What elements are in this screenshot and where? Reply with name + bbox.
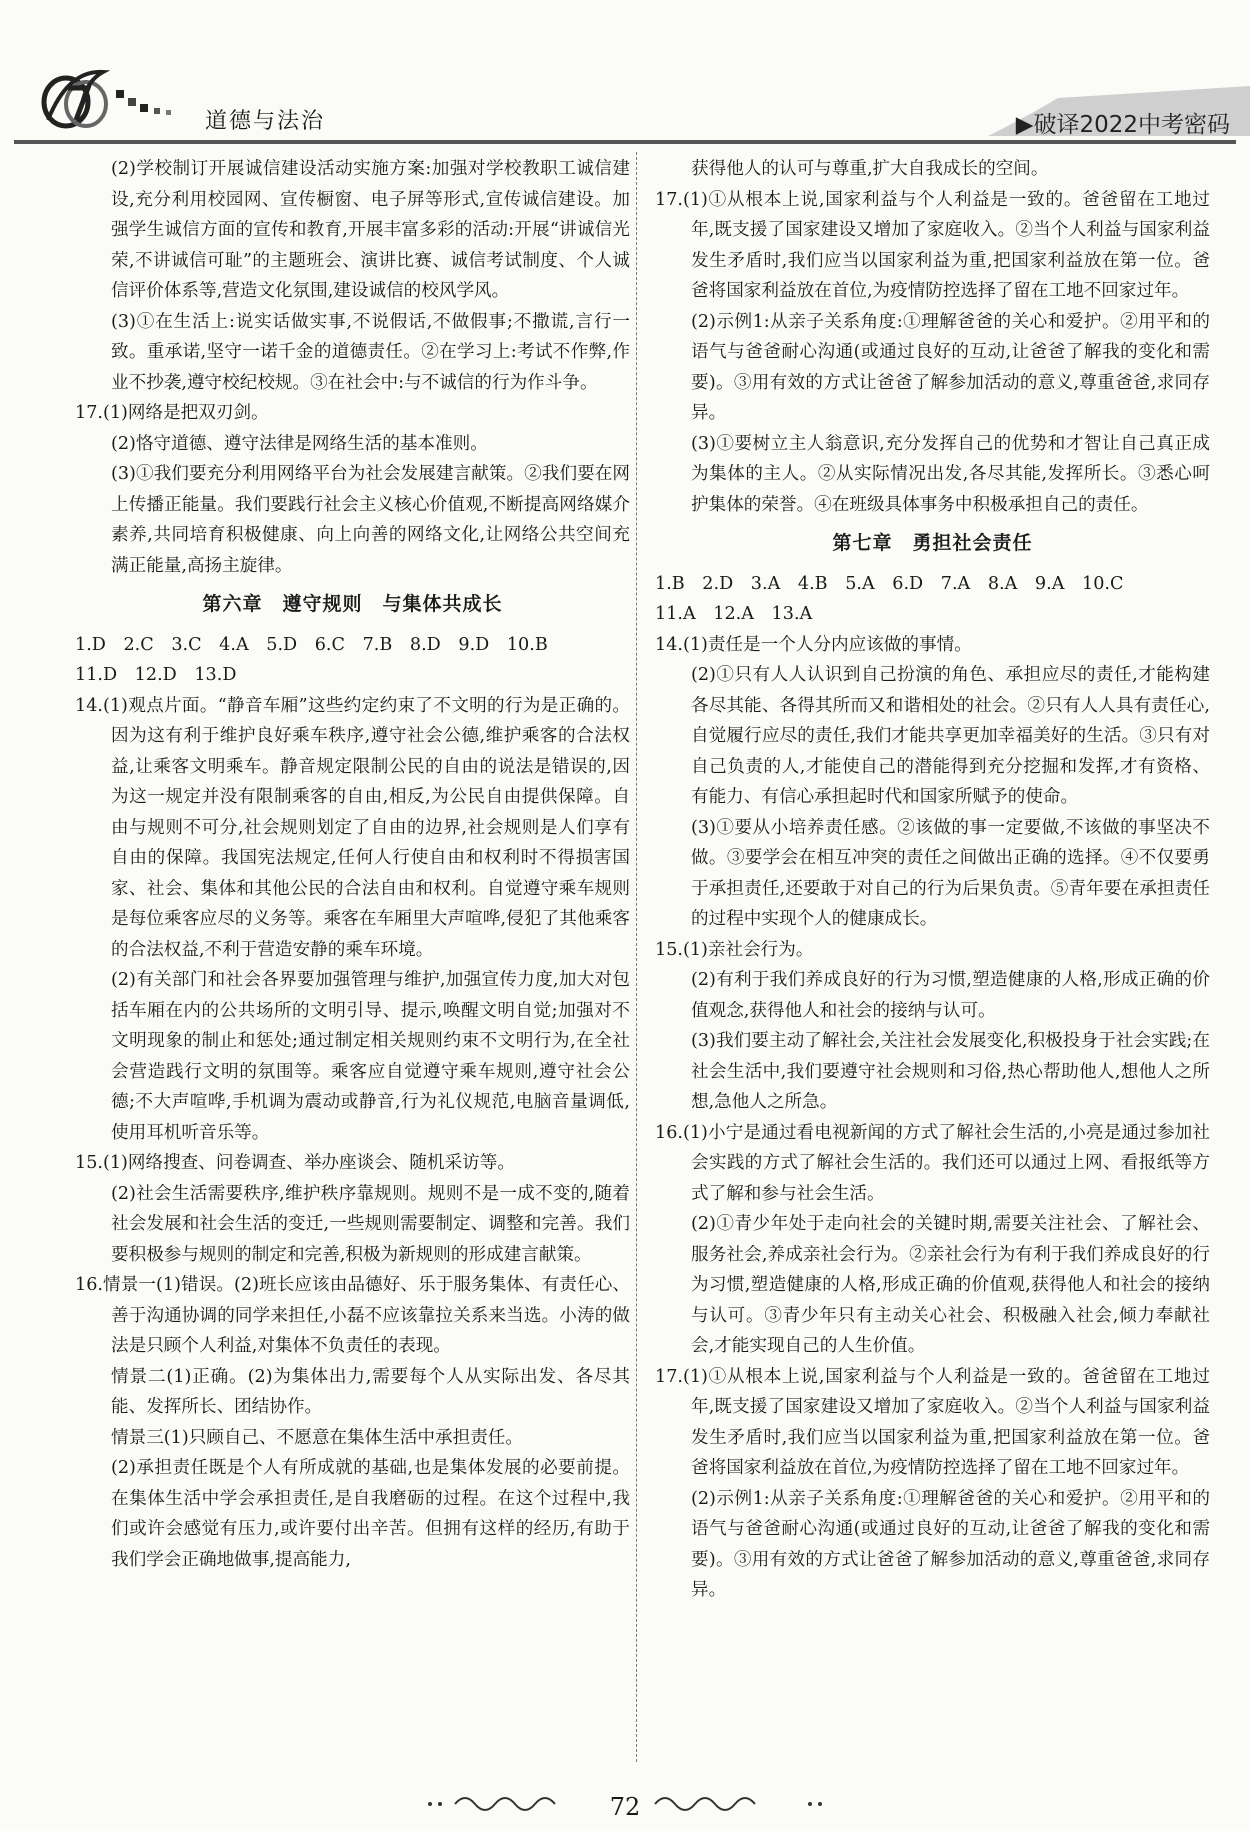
answer-row: 1.D 2.C 3.C 4.A 5.D 6.C 7.B 8.D 9.D 10.B: [75, 634, 548, 655]
question-16-2: 情景二(1)正确。(2)为集体出力,需要每个人从实际出发、各尽其能、发挥所长、团结协作。: [111, 1366, 630, 1417]
text-paragraph: 获得他人的认可与尊重,扩大自我成长的空间。: [691, 159, 1049, 179]
question-17-1: 17.(1)①从根本上说,国家利益与个人利益是一致的。爸爸留在工地过年,既支援了国家建设又增加了家庭收入。②当个人利益与国家利益发生矛盾时,我们应当以国家利益为重,把国家利益放在第一位。爸爸将国家利益放在首位,为疫情防控选择了留在工地不回家过年。: [655, 189, 1210, 301]
banner-text: ▶破译2022中考密码: [1015, 112, 1230, 138]
text-paragraph: (3)①在生活上:说实话做实事,不说假话,不做假事;不撒谎,言行一致。重承诺,坚守一诺千金的道德责任。②在学习上:考试不作弊,作业不抄袭,遵守校纪校规。③在社会中:与不诚信的行为作斗争。: [111, 311, 630, 393]
question-15-2: (2)社会生活需要秩序,维护秩序靠规则。规则不是一成不变的,随着社会发展和社会生活的变迁,一些规则需要制定、调整和完善。我们要积极参与规则的制定和完善,积极为新规则的形成建言献策。: [111, 1183, 630, 1265]
question-14-2: (2)①只有人人认识到自己扮演的角色、承担应尽的责任,才能构建各尽其能、各得其所而又和谐相处的社会。②只有人人具有责任心,自觉履行应尽的责任,我们才能共享更加幸福美好的生活。③只有对自己负责的人,才能使自己的潜能得到充分挖掘和发挥,才有资格、有能力、有信心承担起时代和国家所赋予的使命。: [691, 665, 1210, 807]
left-column: [75, 154, 630, 1575]
question-15-2: (2)有利于我们养成良好的行为习惯,塑造健康的人格,形成正确的价值观念,获得他人和社会的接纳与认可。: [691, 970, 1210, 1021]
question-16-1: 16.(1)小宁是通过看电视新闻的方式了解社会生活的,小亮是通过参加社会实践的方式了解社会生活的。我们还可以通过上网、看报纸等方式了解和参与社会生活。: [655, 1122, 1210, 1204]
question-16-3: 情景三(1)只顾自己、不愿意在集体生活中承担责任。: [111, 1427, 523, 1448]
question-16-2: (2)①青少年处于走向社会的关键时期,需要关注社会、了解社会、服务社会,养成亲社会行为。②亲社会行为有利于我们养成良好的行为习惯,塑造健康的人格,形成正确的价值观,获得他人和社会的接纳与认可。③青少年只有主动关心社会、积极融入社会,倾力奉献社会,才能实现自己的人生价值。: [691, 1214, 1210, 1356]
question-17-2: (2)示例1:从亲子关系角度:①理解爸爸的关心和爱护。②用平和的语气与爸爸耐心沟通(或通过良好的互动,让爸爸了解我的变化和需要)。③用有效的方式让爸爸了解参加活动的意义,尊重爸爸,求同存异。: [691, 1488, 1210, 1600]
question-17-1: 17.(1)①从根本上说,国家利益与个人利益是一致的。爸爸留在工地过年,既支援了国家建设又增加了家庭收入。②当个人利益与国家利益发生矛盾时,我们应当以国家利益为重,把国家利益放在第一位。爸爸将国家利益放在首位,为疫情防控选择了留在工地不回家过年。: [655, 1366, 1210, 1478]
question-17-3: (3)①要树立主人翁意识,充分发挥自己的优势和才智让自己真正成为集体的主人。②从实际情况出发,各尽其能,发挥所长。③悉心呵护集体的荣誉。④在班级具体事务中积极承担自己的责任。: [691, 433, 1210, 515]
question-15-1: 15.(1)亲社会行为。: [655, 939, 814, 960]
chapter-7-title: 第七章 勇担社会责任: [832, 532, 1033, 554]
answer-row: 11.D 12.D 13.D: [75, 665, 237, 685]
question-16-4: (2)承担责任既是个人有所成就的基础,也是集体发展的必要前提。在集体生活中学会承担责任,是自我磨砺的过程。在这个过程中,我们或许会感觉有压力,或许要付出辛苦。但拥有这样的经历,有助于我们学会正确地做事,提高能力,: [111, 1458, 630, 1570]
question-14-1: 14.(1)观点片面。“静音车厢”这些约定约束了不文明的行为是正确的。因为这有利于维护良好乘车秩序,遵守社会公德,维护乘客的合法权益,让乘客文明乘车。静音规定限制公民的自由的说法是错误的,因为这一规定并没有限制乘客的自由,相反,为公民自由提供保障。自由与规则不可分,社会规则划定了自由的边界,社会规则是人们享有自由的保障。我国宪法规定,任何人行使自由和权利时不得损害国家、社会、集体和其他公民的合法自由和权利。自觉遵守乘车规则是每位乘客应尽的义务等。乘客在车厢里大声喧哗,侵犯了其他乘客的合法权益,不利于营造安静的乘车环境。: [75, 695, 630, 960]
answer-row: 1.B 2.D 3.A 4.B 5.A 6.D 7.A 8.A 9.A 10.C: [655, 573, 1124, 594]
text-paragraph: (2)恪守道德、遵守法律是网络生活的基本准则。: [111, 433, 488, 454]
page-number: 72: [609, 1793, 641, 1821]
question-14-3: (3)①要从小培养责任感。②该做的事一定要做,不该做的事坚决不做。③要学会在相互冲突的责任之间做出正确的选择。④不仅要勇于承担责任,还要敢于对自己的行为后果负责。⑤青年要在承担责任的过程中实现个人的健康成长。: [691, 817, 1210, 929]
question-17-1: 17.(1)网络是把双刃剑。: [75, 403, 269, 423]
column-divider: [636, 152, 637, 1762]
question-16-1: 16.情景一(1)错误。(2)班长应该由品德好、乐于服务集体、有责任心、善于沟通协调的同学来担任,小磊不应该靠拉关系来当选。小涛的做法是只顾个人利益,对集体不负责任的表现。: [75, 1275, 630, 1356]
question-15-3: (3)我们要主动了解社会,关注社会发展变化,积极投身于社会实践;在社会生活中,我们要遵守社会规则和习俗,热心帮助他人,想他人之所想,急他人之所急。: [691, 1031, 1210, 1112]
book-logo-icon: [28, 60, 218, 140]
page-header: [0, 0, 1250, 150]
chapter-6-title: 第六章 遵守规则 与集体共成长: [202, 593, 503, 615]
answer-row: 11.A 12.A 13.A: [655, 604, 813, 624]
right-column: [655, 154, 1210, 1606]
question-14-1: 14.(1)责任是一个人分内应该做的事情。: [655, 634, 972, 655]
question-15-1: 15.(1)网络搜查、问卷调查、举办座谈会、随机采访等。: [75, 1153, 515, 1173]
subject-title: 道德与法治: [205, 109, 326, 134]
text-paragraph: (2)学校制订开展诚信建设活动实施方案:加强对学校教职工诚信建设,充分利用校园网、宣传橱窗、电子屏等形式,宣传诚信建设。加强学生诚信方面的宣传和教育,开展丰富多彩的活动:开展“讲诚信光荣,不讲诚信可耻”的主题班会、演讲比赛、诚信考试制度、个人诚信评价体系等,营造文化氛围,建设诚信的校风学风。: [111, 159, 630, 301]
header-rule: [14, 140, 1236, 144]
question-17-2: (2)示例1:从亲子关系角度:①理解爸爸的关心和爱护。②用平和的语气与爸爸耐心沟通(或通过良好的互动,让爸爸了解我的变化和需要)。③用有效的方式让爸爸了解参加活动的意义,尊重爸爸,求同存异。: [691, 311, 1210, 423]
question-14-2: (2)有关部门和社会各界要加强管理与维护,加强宣传力度,加大对包括车厢在内的公共场所的文明引导、提示,唤醒文明自觉;加强对不文明现象的制止和惩处;通过制定相关规则约束不文明行为,在全社会营造践行文明的氛围等。乘客应自觉遵守乘车规则,遵守社会公德;不大声喧哗,手机调为震动或静音,行为礼仪规范,电脑音量调低,使用耳机听音乐等。: [111, 970, 630, 1143]
text-paragraph: (3)①我们要充分利用网络平台为社会发展建言献策。②我们要在网上传播正能量。我们要践行社会主义核心价值观,不断提高网络媒介素养,共同培育积极健康、向上向善的网络文化,让网络公共空间充满正能量,高扬主旋律。: [111, 464, 630, 576]
